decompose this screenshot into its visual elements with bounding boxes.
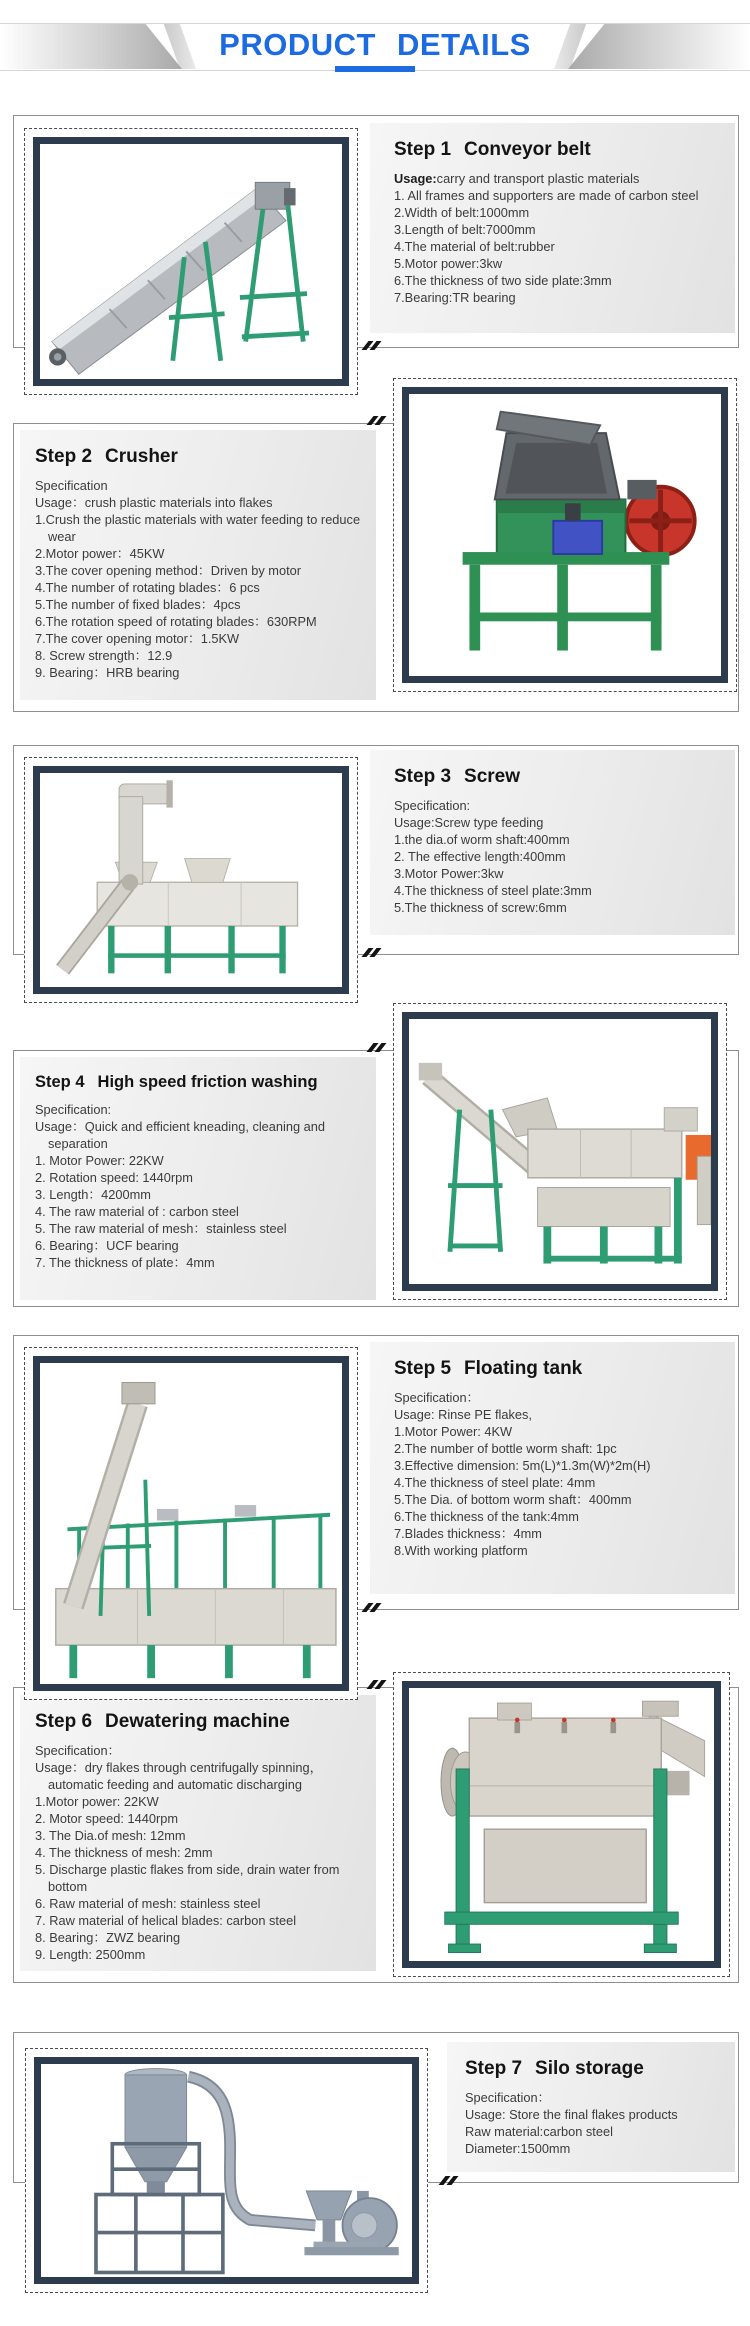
step-title: [35, 1073, 366, 1092]
double-slash-icon: [367, 1043, 387, 1052]
step-6-text-panel: [20, 1695, 376, 1971]
spec-line: 3.The cover opening method：Driven by motor: [35, 563, 302, 579]
spec-line: 5.Motor power:3kw: [394, 256, 503, 272]
step-7-text-panel: [447, 2042, 735, 2172]
conveyor-belt-illustration: [40, 144, 342, 379]
spec-line: 5. The raw material of mesh：stainless steel: [35, 1221, 287, 1237]
step-label: Step 3: [394, 766, 452, 787]
photo-frame: [34, 2057, 419, 2284]
double-slash-icon: [362, 1603, 382, 1612]
spec-line: 1. Motor Power: 22KW: [35, 1153, 164, 1169]
spec-line: 2.The number of bottle worm shaft: 1pc: [394, 1441, 617, 1457]
double-slash-icon: [367, 1680, 387, 1689]
spec-list: [465, 2089, 725, 2157]
spec-line: Usage: Store the final flakes products: [465, 2107, 678, 2123]
spec-line: 7.The cover opening motor：1.5KW: [35, 631, 240, 647]
step-3-text-panel: [370, 750, 735, 935]
step-1-text-panel: [370, 123, 735, 333]
dewatering-machine-illustration: [409, 1688, 714, 1961]
step-label: Step 6: [35, 1711, 93, 1732]
spec-line: 7. Raw material of helical blades: carbon steel: [35, 1913, 297, 1929]
spec-line: Usage：Quick and efficient kneading, cleaning and separation: [35, 1119, 326, 1152]
step-name: Crusher: [105, 446, 178, 467]
spec-line: Specification：: [394, 1390, 480, 1405]
spec-line: 4. The raw material of : carbon steel: [35, 1204, 239, 1220]
photo-frame: [33, 137, 349, 386]
spec-line: 4.The number of rotating blades：6 pcs: [35, 580, 260, 596]
step-2-text-panel: [20, 430, 376, 700]
spec-line: Specification:: [35, 1102, 112, 1117]
friction-washer-illustration: [409, 1019, 711, 1284]
spec-line: 6. Bearing：UCF bearing: [35, 1238, 179, 1254]
spec-line: Usage：dry flakes through centrifugally spinning，automatic feeding and automatic discharging: [35, 1760, 323, 1793]
spec-line: 2. The effective length:400mm: [394, 849, 566, 865]
step-title: [35, 446, 366, 468]
double-slash-icon: [439, 2176, 459, 2185]
spec-line: 5.The number of fixed blades：4pcs: [35, 597, 241, 613]
spec-line: 1.Motor Power: 4KW: [394, 1424, 513, 1440]
spec-line: 8.With working platform: [394, 1543, 528, 1559]
header-top-rule: [0, 23, 750, 24]
spec-line: Usage: Rinse PE flakes,: [394, 1407, 532, 1423]
step-4-text-panel: [20, 1057, 376, 1300]
spec-line: 8. Screw strength：12.9: [35, 648, 173, 664]
spec-line: 7.Bearing:TR bearing: [394, 290, 516, 306]
spec-line: Diameter:1500mm: [465, 2141, 571, 2157]
spec-line: Usage:carry and transport plastic materials: [394, 171, 640, 186]
step-name: Floating tank: [464, 1358, 583, 1379]
step-label: Step 5: [394, 1358, 452, 1379]
spec-list: [35, 1101, 366, 1271]
step-title: [35, 1711, 366, 1733]
spec-line: 6.The thickness of the tank:4mm: [394, 1509, 579, 1525]
step-name: Silo storage: [535, 2058, 644, 2079]
title-underline-bar: [335, 66, 415, 72]
spec-line: 3.Effective dimension: 5m(L)*1.3m(W)*2m(H): [394, 1458, 651, 1474]
spec-line: Specification：: [35, 1743, 121, 1758]
spec-line: 6.The rotation speed of rotating blades：630RPM: [35, 614, 317, 630]
photo-frame: [33, 766, 349, 994]
step-4-image-frame: [393, 1003, 727, 1300]
step-5-text-panel: [370, 1342, 735, 1594]
spec-line: 8. Bearing：ZWZ bearing: [35, 1930, 181, 1946]
step-title: [394, 766, 725, 788]
screw-feeder-illustration: [40, 773, 342, 987]
step-name: Conveyor belt: [464, 139, 591, 160]
step-6-image-frame: [393, 1672, 730, 1977]
spec-line: 1. All frames and supporters are made of carbon steel: [394, 188, 699, 204]
spec-list: [394, 797, 725, 916]
page-title: PRODUCT DETAILS: [219, 27, 531, 62]
spec-line: Usage:Screw type feeding: [394, 815, 544, 831]
spec-line: 1.the dia.of worm shaft:400mm: [394, 832, 570, 848]
photo-frame: [33, 1356, 349, 1691]
spec-list: [35, 477, 366, 681]
spec-line: 1.Crush the plastic materials with water feeding to reduce wear: [35, 512, 361, 545]
double-slash-icon: [362, 341, 382, 350]
spec-line: Specification：: [465, 2090, 551, 2105]
photo-frame: [402, 1681, 721, 1968]
step-label: Step 4: [35, 1073, 85, 1091]
crusher-illustration: [409, 394, 721, 676]
double-slash-icon: [367, 416, 387, 425]
spec-line: 3. Length：4200mm: [35, 1187, 151, 1203]
spec-line: 5.The thickness of screw:6mm: [394, 900, 567, 916]
spec-line: Specification:: [394, 798, 471, 813]
spec-line: 2.Width of belt:1000mm: [394, 205, 530, 221]
silo-storage-illustration: [41, 2064, 412, 2277]
spec-line: Raw material:carbon steel: [465, 2124, 613, 2140]
spec-line: 4.The material of belt:rubber: [394, 239, 555, 255]
step-title: [394, 139, 725, 161]
spec-line: 4.The thickness of steel plate: 4mm: [394, 1475, 596, 1491]
step-label: Step 7: [465, 2058, 523, 2079]
spec-line: 4.The thickness of steel plate:3mm: [394, 883, 592, 899]
photo-frame: [402, 387, 728, 683]
step-name: Dewatering machine: [105, 1711, 290, 1732]
step-label: Step 1: [394, 139, 452, 160]
step-name: High speed friction washing: [97, 1073, 318, 1091]
spec-list: [35, 1742, 366, 1963]
spec-line: 1.Motor power: 22KW: [35, 1794, 159, 1810]
step-title: [394, 1358, 725, 1380]
spec-line: 4. The thickness of mesh: 2mm: [35, 1845, 213, 1861]
step-3-image-frame: [24, 757, 358, 1003]
spec-line: 9. Length: 2500mm: [35, 1947, 146, 1963]
spec-line: 3. The Dia.of mesh: 12mm: [35, 1828, 186, 1844]
step-title: [465, 2058, 725, 2080]
spec-line: 3.Motor Power:3kw: [394, 866, 504, 882]
spec-line: 9. Bearing：HRB bearing: [35, 665, 180, 681]
spec-line: 7.Blades thickness：4mm: [394, 1526, 542, 1542]
double-slash-icon: [362, 948, 382, 957]
step-1-image-frame: [24, 128, 358, 395]
spec-line: 6.The thickness of two side plate:3mm: [394, 273, 612, 289]
spec-line: 2.Motor power：45KW: [35, 546, 165, 562]
step-5-image-frame: [24, 1347, 358, 1700]
spec-line: 7. The thickness of plate：4mm: [35, 1255, 215, 1271]
spec-line: Usage：crush plastic materials into flakes: [35, 495, 273, 511]
floating-tank-illustration: [40, 1363, 342, 1684]
spec-line: 5.The Dia. of bottom worm shaft：400mm: [394, 1492, 632, 1508]
step-2-image-frame: [393, 378, 737, 692]
spec-line: 6. Raw material of mesh: stainless steel: [35, 1896, 261, 1912]
spec-line: 5. Discharge plastic flakes from side, drain water from bottom: [35, 1862, 340, 1895]
spec-line: 2. Motor speed: 1440rpm: [35, 1811, 178, 1827]
spec-line: 3.Length of belt:7000mm: [394, 222, 536, 238]
step-name: Screw: [464, 766, 521, 787]
spec-list: [394, 1389, 725, 1559]
photo-frame: [402, 1012, 718, 1291]
spec-line: Specification: [35, 478, 108, 493]
spec-line: 2. Rotation speed: 1440rpm: [35, 1170, 193, 1186]
step-label: Step 2: [35, 446, 93, 467]
spec-list: [394, 170, 725, 306]
step-7-image-frame: [25, 2048, 428, 2293]
